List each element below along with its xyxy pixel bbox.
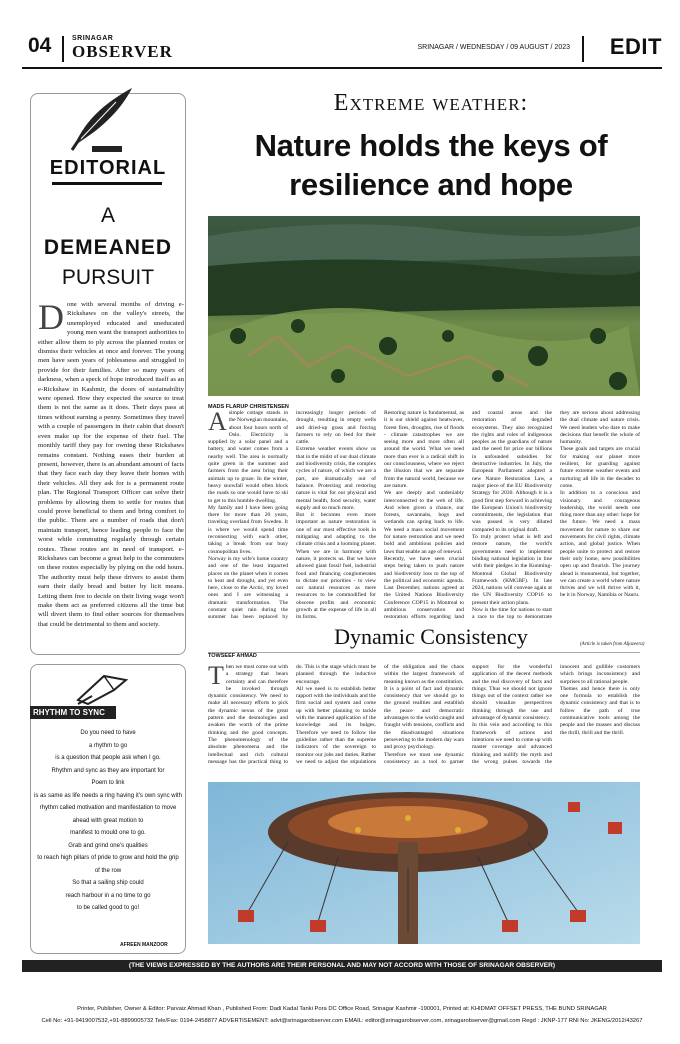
article-headline: Nature holds the keys of resilience and hope (254, 128, 608, 202)
poem-line: to be called good to go! (76, 905, 140, 911)
article-paragraph: All we need is to establish better rapport with the individuals and the firm social and system and come up with better planning to tackle with the manned application of the knowledge and its bulges. Therefore we need to follow the guideline rather than the supreme indicators of the sovereign to monitor our jobs and duties. Rather we need to adjust the stipulations of the obligation and the chaos within the largest framework of meaning known as the constitution. (296, 664, 464, 765)
editorial-label: EDITORIAL (49, 157, 167, 179)
poem-line: is as same as life needs a ring having it's own sync with (34, 792, 182, 799)
second-article-body (208, 664, 640, 768)
paper-name-top: SRINAGAR (72, 35, 114, 42)
pen-nib-icon (74, 670, 130, 706)
poem-title: RHYTHM TO SYNC (30, 706, 116, 719)
editorial-rule (52, 182, 162, 185)
carousel-ride-photo (208, 782, 640, 944)
article-paragraph: Then we must come out with a strategy that bears certainty and can therefore be invoked through dynamic consistency. We need to make all necessary efforts to pick the dynamic nexus of the great pattern and the desmologies and awaken the worth of the prime thinking and the good concepts. The phenomenology of the absolute phenomena and the intellectual and rich cultural message has the practical thing to do. This is the stage which must be planned through the inductive encourage. (208, 664, 376, 765)
second-article-byline: TOWSEEF AHMAD (208, 653, 257, 659)
header-divider (62, 36, 64, 62)
editorial-dropcap: D (38, 300, 64, 337)
poem-line: is a question that people ask when I go. (55, 755, 161, 761)
poem-line: ahead with great motion to (72, 817, 144, 824)
article-paragraph: Recently, we have seen crucial steps being taken to push nature and biodiversity loss to the top of the political and economic agenda. Last December, nations agreed at the United Nations Biodiversity Conference COP15 in Montreal to ambitious conservation and restoration efforts regarding land and coastal areas and the restoration of degraded ecosystems. They also recognized the rights and roles of indigenous peoples as the guardians of nature and the need for price our billions in unfounded subsidies for destructive industries. In July, the European Parliament adopted a new Nature Restoration Law, a major piece of the EU Biodiversity Strategy for 2030. Although it is a good first step forward in achieving the European Union's biodiversity commitments, the legislation that was passed is very diluted compared to its original draft. (384, 410, 553, 621)
imprint-line-2: Cell No: +91-9419007532,+91-8899005732 Tele/Fax: 0194-2458877 ADVERTISEMENT: advt@srinagarobserver.com EMAIL: editor@srinagarobserver.com, srinagarobserver@gmail.com Regd : JKNP-177 RNI No: JKENG/2012/43267 (41, 1018, 643, 1024)
section-rule (208, 652, 640, 653)
article-paragraph: Themes and hence there is only one formula to establish the dynamic consistency and that is to follow the path of true communicative tools among the people and the masses and discuss the thrill, thrill and the thrill. (560, 685, 640, 736)
article-paragraph: Norway is my wife's home country and one of the least impacted places on the planet when it comes to heat and drought, and yet even here, close to the Arctic, my loved ones and I are witnessing a dramatic transformation. The constant quiet rain during the summer has been replaced by increasingly longer periods of drought, resulting in empty wells and dried-up grass and forcing farmers to rely on feed for their cattle. (208, 410, 376, 621)
article-paragraph: We are deeply and undeniably interconnected to the web of life. And when given a chance, our forests, savannahs, bogs and wetlands can spring back to life. We need a mass social movement for nature restoration and we need bold and ambitious policies and laws that enable an age of renewal. (384, 490, 464, 555)
article-paragraph: These goals and targets are crucial for making our planet more resilient, for guarding against future extreme weather events and nurturing all life in the decades to come. (560, 446, 640, 489)
poem-line: manifest to mould one to go. (70, 830, 146, 836)
article-byline: MADS FLARUP CHRISTENSEN (208, 404, 289, 410)
article-paragraph: My family and I have been going there for more than 20 years, traveling overland from Sweden. It is where we would spend time reconnecting with each other, taking a break from our busy cosmopolitan lives. (208, 504, 288, 555)
forest-landscape-photo (208, 216, 640, 396)
poem-line: to reach high pillars of pride to grow and hold the grip (37, 855, 179, 861)
article-paragraph: It is a point of fact and dynamic consistency that we should go to the ground realities and establish the peace and democratic advantages to the world caught and fraught with tensions, conflicts and the disadvantaged situations persevering to the modern day wars and proxy psychology. (384, 685, 464, 751)
poem-line: Grab and grind one's qualities (68, 842, 148, 849)
article-paragraph: Restoring nature is fundamental, as it is our shield against heatwaves, forest fires, droughts, rise of floods - climate catastrophes we are seeing more and more often all around the world. What we need more than ever is a radical shift in our consciousness, where we reject the illusion that we are separate from the natural world, because we are nature. (384, 410, 464, 489)
article-paragraph: Now is the time for nations to start a race to the top to demonstrate they are serious about addressing the dual climate and nature crisis. We need leaders who dare to make decisions that benefit the whole of humanity. (472, 410, 640, 621)
poem-line: Rhythm and sync as they are important for (51, 767, 165, 774)
article-paragraph: But it becomes even more important as nature restoration is one of our most effective tools in mitigating and adapting to the climate crisis and a looming planet. When we are in harmony with nature, it protects us. But we have allowed giant fossil fuel, industrial food and financing conglomerates to dictate our priorities - to view our natural resources as mere resources to be commodified for obscene profits and economic growth at the expense of life in all its forms. (296, 512, 376, 621)
views-disclaimer: (THE VIEWS EXPRESSED BY THE AUTHORS ARE THEIR PERSONAL AND MAY NOT ACCORD WITH THOSE OF SRINAGAR OBSERVER) (22, 960, 662, 972)
poem-line: Poem to link (91, 780, 125, 786)
article-paragraph: Extreme weather events show us that in the midst of our dual climate and biodiversity crisis, the complex cycles of nature, of which we are a part, are dramatically out of balance. Protecting and restoring nature is vital for our physical and mental health, food security, water supply and so much more. (296, 446, 377, 511)
quill-pen-icon (54, 84, 154, 154)
article-body (208, 410, 640, 626)
article-paragraph: In this vein and according to this framework of actions and intentions we need to come up with master coverage and advanced thinking and nullify the myth and the wrong pulses towards the innocent and gullible customers which brings inconsistency and surprises to all rational people. (472, 664, 640, 765)
poem-line: Do you need to have (80, 730, 136, 736)
dateline: SRINAGAR / WEDNESDAY / 09 AUGUST / 2023 (417, 44, 570, 51)
masthead (22, 34, 662, 64)
editorial-title-line-1: A (100, 204, 115, 227)
poem-line: rhythm called motivation and manifestation to move (39, 805, 177, 811)
article-dropcap: A (208, 410, 227, 436)
second-article-dropcap: T (208, 664, 224, 690)
paper-name: OBSERVER (72, 42, 173, 61)
imprint-line-1: Printer, Publisher, Owner & Editor: Parvaiz Ahmad Khan , Published From: Dadi Kadal Tanki Pora DC Office Road, Srinagar Kashmir -190001, Printed at: KHIDMAT OFFSET PRESS, THE BUND SRINAGAR (77, 1006, 607, 1012)
article-credit: (Article is taken from Aljazeera) (580, 642, 645, 647)
poem-line: a rhythm to go (88, 742, 128, 749)
poem-line: reach harbour in a no time to go (65, 892, 151, 899)
page-number: 04 (28, 34, 52, 57)
editorial-title-line-3: PURSUIT (61, 266, 155, 289)
article-paragraph: In addition to a conscious and visionary and courageous leadership, the world needs one thing more than any other: hope for the future. We need a mass movement for nature to share our movements for civil rights, climate action, and global justice. When people unite to protect and restore their only home, new possibilities open up and flourish. The journey ahead is monumental, but together, we can create a world where nature thrives and we will thrive with it, be it in Norway, Namibia or Nauru. (560, 490, 640, 599)
poem-line: So that a sailing ship could (72, 880, 144, 886)
header-divider-right (582, 36, 584, 62)
section-label: EDIT (609, 34, 662, 59)
article-paragraph: Asimple cottage stands in the Norwegian mountains, about four hours north of Oslo. Electricity is supplied by a solar panel and a battery, and water comes from a nearby well. The area is normally quite green in the summer and farmers from the area bring their animals up to graze. In the winter, heavy snowfall would often block the roads so one would have to ski to get to this humble dwelling. (208, 410, 288, 504)
article-paragraph: To truly protect what is left and restore nature, the world's governments need to implement binding national legislation in line with their pledges in the Kunming-Montreal Global Biodiversity Framework (KMGBF). In late 2024, nations will convene again at the UN Biodiversity COP16 to present their action plans. (472, 534, 552, 606)
header-rule (22, 67, 662, 69)
poem-lines (32, 727, 184, 915)
poem-line: of the row (94, 867, 122, 874)
second-article-headline: Dynamic Consistency (334, 624, 528, 649)
poem-author: AFREEN MANZOOR (120, 942, 168, 948)
editorial-body (38, 300, 184, 652)
editorial-text: one with several months of driving e-Rickshaws on the valley's streets, the unemployed educated and uneducated young men want the transport authorities to either allow them to ply across the planned routes or dismiss their vehicles at once and forever. The young men have seen years of joblessness and struggled to provide for their families. After so many years of darkness, when a speck of hope introduced itself as an e-Rickshaw in Kashmir, the doors of sustainability were opened. How they expected the source to treat them is not the same as it does. Their days pass at times without earning a penny. Sometimes they travel with a couple of passengers in their cabin that doesn't even make up for the expense of their fuel. The monthly tariff they pay for owning these Rickshaws remains constant. Nothing eases their burden at present, however, there is an abundant amount of facts that they face each day they leave their homes with their vehicles. All they ask for is a permanent route plan. The Regional Transport Officer can solve their problems by allowing them to settle for routes that could prove beneficial to them and bring comfort to the public. There are a number of roads that don't maintain transport, hence leading people to face the worst while commuting regularly through certain routes. These routes are in need of transport. e-Rickshaws can become a great help to the commuters on these routes especially by plying on the odd hours. The authority must help these drivers to assist them earn their daily bread and butter by licit means. Letting them free to decide on their living wage won't make them act as preferred citizens all the time but will divert them to find other sources for themselves that could be detrimental to them and society. (38, 301, 184, 628)
article-kicker: Extreme weather: (333, 90, 529, 116)
article-paragraph: Therefore we must use dynamic consistency as a tool to garner support for the wonderful application of the decent methods and the real discovery of facts and things. Thus we should not ignore things out of the context rather we should visualize perspectives thinking through the use and advantage of dynamic consistency. (384, 664, 552, 765)
editorial-title-line-2: DEMEANED (43, 236, 173, 259)
